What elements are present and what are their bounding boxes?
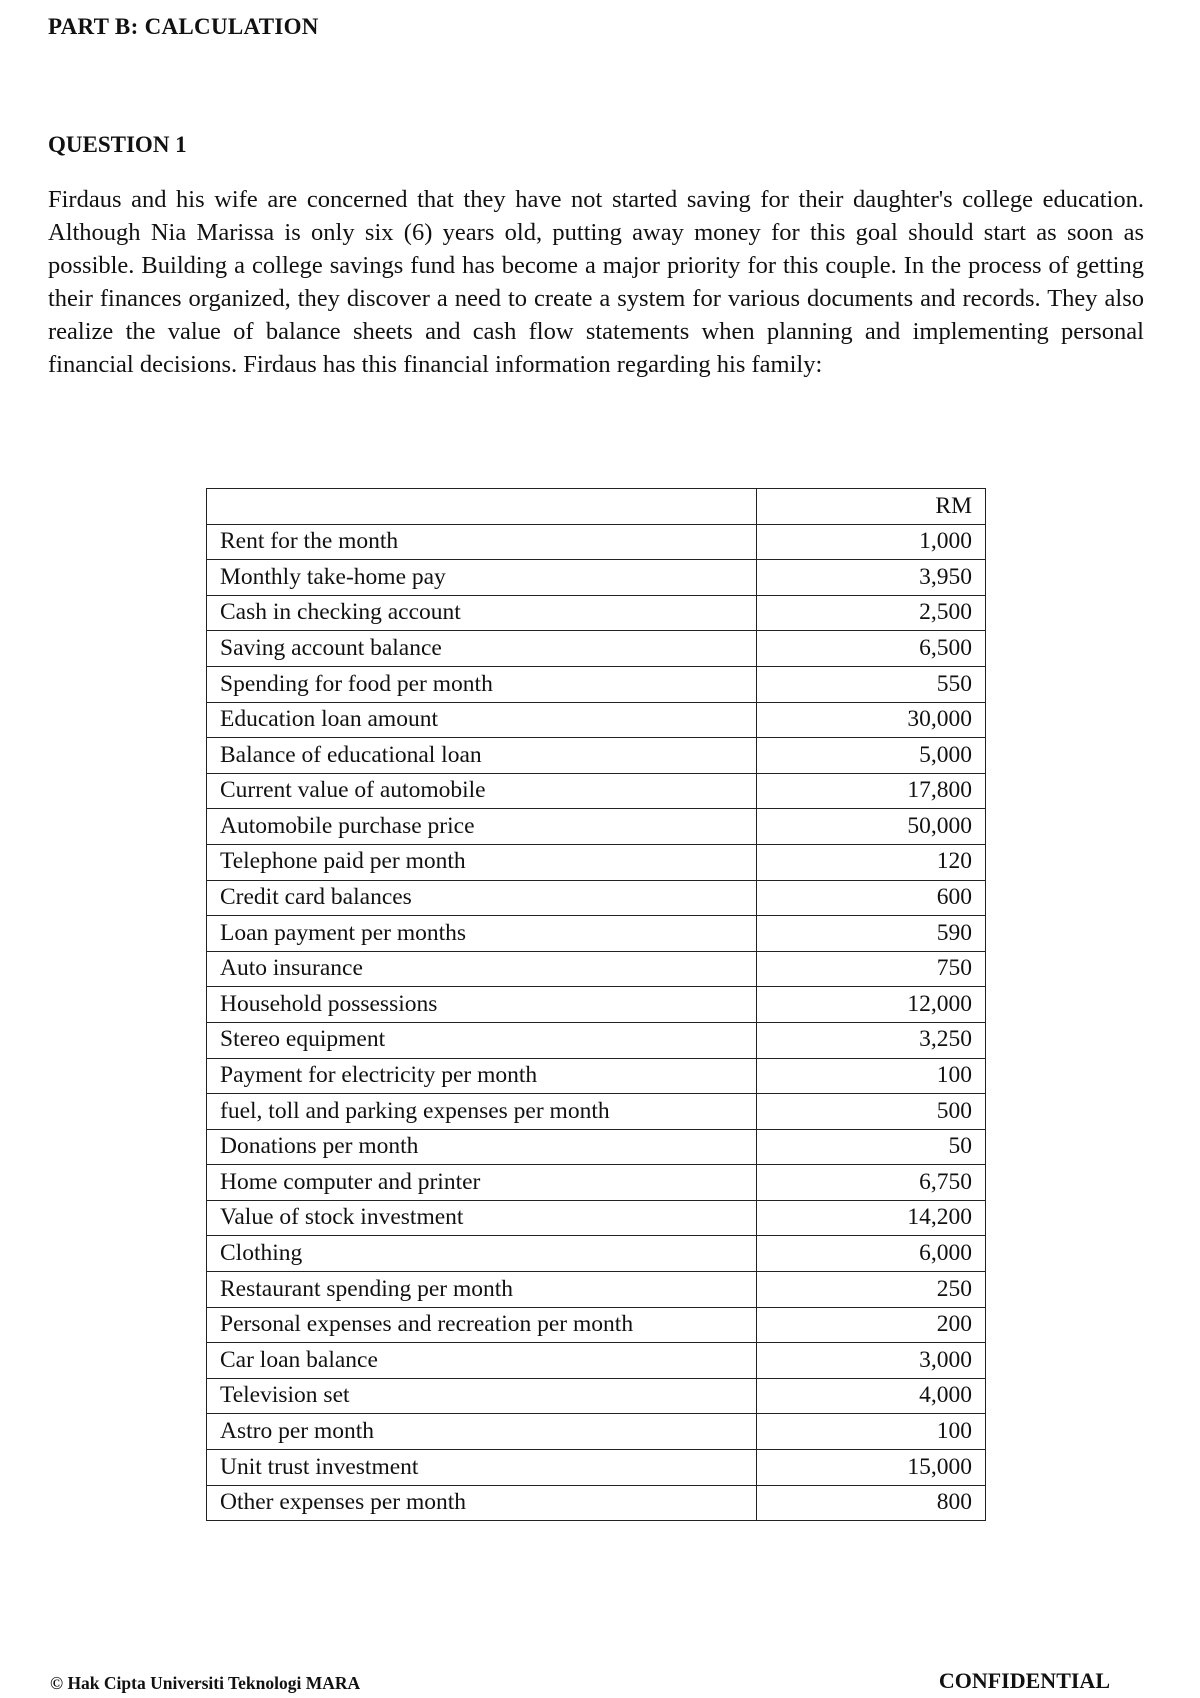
intro-paragraph: Firdaus and his wife are concerned that they have not started saving for their daughter's college education. Although Nia Marissa is only six (6) years old, putting away money for this goal should start as soon as possible. Building a college savings fund has become a major priority for this couple. In the process of getting their finances organized, they discover a need to create a system for various documents and records. They also realize the value of balance sheets and cash flow statements when planning and implementing personal financial decisions. Firdaus has this financial information regarding his family: [48, 186, 1144, 378]
table-row [207, 1450, 986, 1486]
table-row [207, 1378, 986, 1414]
row-amount-value: 12,000 [757, 987, 986, 1023]
row-item-label: Telephone paid per month [207, 844, 757, 880]
row-item-label: Current value of automobile [207, 773, 757, 809]
row-item-label: Restaurant spending per month [207, 1272, 757, 1308]
row-amount-value: 100 [757, 1058, 986, 1094]
row-item-label: Astro per month [207, 1414, 757, 1450]
row-item-label: Cash in checking account [207, 595, 757, 631]
table-row [207, 1094, 986, 1130]
table-row [207, 1343, 986, 1379]
row-amount-value: 3,000 [757, 1343, 986, 1379]
row-item-label: Loan payment per months [207, 916, 757, 952]
row-amount-value: 3,950 [757, 560, 986, 596]
part-heading: PART B: CALCULATION [48, 14, 319, 39]
question-heading: QUESTION 1 [48, 132, 187, 157]
row-amount-value: 590 [757, 916, 986, 952]
row-amount-value: 6,500 [757, 631, 986, 667]
row-amount-value: 14,200 [757, 1200, 986, 1236]
row-item-label: Car loan balance [207, 1343, 757, 1379]
row-amount-value: 2,500 [757, 595, 986, 631]
row-item-label: Value of stock investment [207, 1200, 757, 1236]
row-amount-value: 120 [757, 844, 986, 880]
row-item-label: Payment for electricity per month [207, 1058, 757, 1094]
row-amount-value: 6,750 [757, 1165, 986, 1201]
table-row [207, 844, 986, 880]
row-amount-value: 3,250 [757, 1022, 986, 1058]
confidential-label: CONFIDENTIAL [938, 1668, 1110, 1693]
row-amount-value: 50,000 [757, 809, 986, 845]
row-item-label: Saving account balance [207, 631, 757, 667]
row-amount-value: 6,000 [757, 1236, 986, 1272]
table-row [207, 809, 986, 845]
table-row [207, 1307, 986, 1343]
table-row [207, 1414, 986, 1450]
row-amount-value: 5,000 [757, 738, 986, 774]
row-amount-value: 800 [757, 1485, 986, 1521]
row-item-label: Unit trust investment [207, 1450, 757, 1486]
row-item-label: Stereo equipment [207, 1022, 757, 1058]
row-item-label: Auto insurance [207, 951, 757, 987]
row-amount-value: 15,000 [757, 1450, 986, 1486]
table-row [207, 1272, 986, 1308]
table-row [207, 1165, 986, 1201]
copyright-footer: © Hak Cipta Universiti Teknologi MARA [50, 1673, 361, 1693]
table-body [207, 489, 986, 1521]
row-item-label: Spending for food per month [207, 666, 757, 702]
row-item-label: Balance of educational loan [207, 738, 757, 774]
table-row [207, 1200, 986, 1236]
row-amount-value: 600 [757, 880, 986, 916]
row-item-label: Clothing [207, 1236, 757, 1272]
header-item-cell [207, 489, 757, 525]
table-row [207, 1129, 986, 1165]
table-row [207, 987, 986, 1023]
financial-information-table [206, 488, 986, 1521]
row-item-label: Television set [207, 1378, 757, 1414]
table-row [207, 595, 986, 631]
row-amount-value: 17,800 [757, 773, 986, 809]
row-item-label: Credit card balances [207, 880, 757, 916]
table-row [207, 702, 986, 738]
table-row [207, 1236, 986, 1272]
row-item-label: Household possessions [207, 987, 757, 1023]
table-row [207, 916, 986, 952]
table-row [207, 880, 986, 916]
row-item-label: Automobile purchase price [207, 809, 757, 845]
table-row [207, 1485, 986, 1521]
row-amount-value: 4,000 [757, 1378, 986, 1414]
row-item-label: Monthly take-home pay [207, 560, 757, 596]
row-amount-value: 500 [757, 1094, 986, 1130]
row-amount-value: 250 [757, 1272, 986, 1308]
table-row [207, 738, 986, 774]
table-row [207, 1058, 986, 1094]
row-item-label: Education loan amount [207, 702, 757, 738]
row-item-label: Personal expenses and recreation per month [207, 1307, 757, 1343]
row-item-label: Donations per month [207, 1129, 757, 1165]
row-item-label: Rent for the month [207, 524, 757, 560]
row-item-label: Home computer and printer [207, 1165, 757, 1201]
row-item-label: Other expenses per month [207, 1485, 757, 1521]
row-amount-value: 200 [757, 1307, 986, 1343]
row-amount-value: 1,000 [757, 524, 986, 560]
row-amount-value: 750 [757, 951, 986, 987]
table-row [207, 631, 986, 667]
row-amount-value: 100 [757, 1414, 986, 1450]
row-amount-value: 50 [757, 1129, 986, 1165]
table-row [207, 951, 986, 987]
table-row [207, 524, 986, 560]
table-header-row [207, 489, 986, 525]
row-amount-value: 550 [757, 666, 986, 702]
table-row [207, 560, 986, 596]
table-row [207, 666, 986, 702]
row-amount-value: 30,000 [757, 702, 986, 738]
table-row [207, 773, 986, 809]
table-row [207, 1022, 986, 1058]
row-item-label: fuel, toll and parking expenses per month [207, 1094, 757, 1130]
header-currency-cell: RM [757, 489, 986, 525]
